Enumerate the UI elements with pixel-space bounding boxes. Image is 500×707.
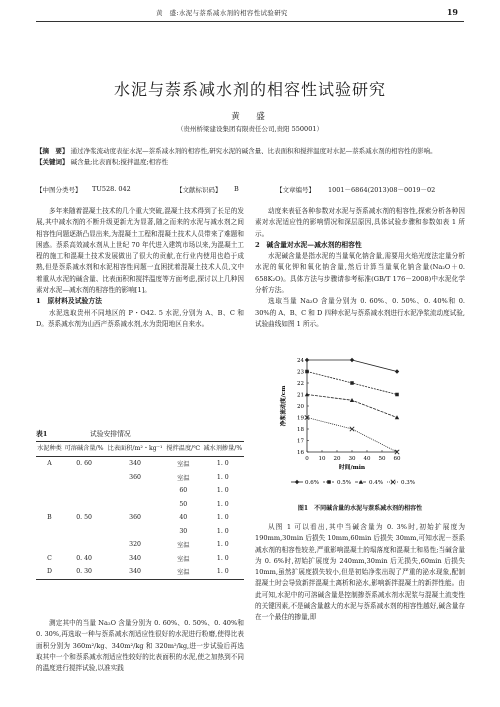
x-tick-label: 30 [348,456,356,462]
table-cell: 0. 60 [76,460,92,468]
left-column-bottom [36,618,244,674]
y-tick-label: 20 [297,404,304,410]
section-1-paragraph: 水泥选取贵州不同地区的 P・O42. 5 水泥,分别为 A、B、C 和 D。萘系减水剂为山西产萘系减水剂,水为贵阳地区自来水。 [36,308,244,328]
table-row [36,484,244,498]
x-tick-label: 10 [318,456,326,462]
data-point [395,369,399,373]
section-2-paragraph-1: 水泥碱含量是指水泥的当量氧化钠含量,需要用火焰光度法定量分析水泥的氧化钾和氧化钠含量,然后计算当量氧化钠含量(Na₂O＋0. 658K₂O)。具体方法与步骤请参考标准(GB/T 176－2008)中水泥化学分析方法。 [255,252,465,295]
table-cell: 0. 50 [76,514,92,522]
table-cell [36,538,63,552]
table-cell [63,525,105,539]
clc-label: 【中图分类号】 [36,186,82,194]
table-cell: A [47,460,52,468]
table-row [36,511,244,525]
article-id-value: 1001－6864(2013)08－0019－02 [328,186,436,194]
table-1-label: 表1 [36,430,48,438]
y-tick-label: 19 [297,415,304,422]
table-row [36,552,244,566]
abstract-text: 通过净浆流动度表征水泥—萘系减水剂的相容性,研究水泥的碱含量、比表面积和搅拌温度对水泥—萘系减水剂的相容性的影响。 [70,147,437,155]
table-header-cell: 可溶碱含量/% [63,442,105,457]
abstract-label: 【摘 要】 [36,147,69,155]
data-point [395,393,399,397]
article-author: 黄 盛 [231,112,269,122]
y-tick-label: 16 [297,450,304,456]
y-tick-label: 21 [297,392,304,399]
right-column [255,206,465,330]
table-cell [36,498,63,512]
article-title: 水泥与萘系减水剂的相容性试验研究 [113,80,386,99]
data-point [350,358,354,362]
clc-value: TU528. 042 [92,185,131,193]
y-tick-label: 22 [297,381,304,387]
legend-marker [295,480,299,484]
series-line [307,395,397,418]
table-cell: 320 [129,541,141,549]
abstract-block [36,146,462,168]
legend-label: 0.4% [369,480,383,486]
table-header-cell: 比表面积/m²・kg⁻¹ [105,442,165,457]
table-cell: 0. 30 [63,565,105,579]
table-cell [36,471,63,485]
table-row [36,538,244,552]
x-tick-label: 40 [363,456,371,462]
section-2-heading: 2 碱含量对水泥—减水剂的相容性 [255,240,362,249]
table-cell [63,498,105,512]
table-1 [36,441,244,580]
doc-code-label: 【文献标识码】 [176,186,222,194]
keywords-label: 【关键词】 [36,158,69,166]
table-cell [36,484,63,498]
x-tick-label: 50 [378,456,386,462]
table-cell [36,525,63,539]
table-row [36,498,244,512]
table-cell: 1. 0 [216,500,229,508]
table-row [36,525,244,539]
table-cell: 340 [129,554,141,562]
y-tick-label: 18 [297,427,304,433]
table-1-caption [36,428,131,438]
y-tick-label: 17 [297,438,304,445]
table-cell: 30 [179,527,188,535]
table-cell: 1. 0 [216,487,229,495]
table-cell: 1. 0 [216,473,229,481]
doc-code-value: B [234,185,239,193]
legend-marker [327,480,331,484]
data-point [350,381,354,385]
table-cell [63,484,105,498]
table-cell: 340 [129,460,141,468]
right-intro-paragraph: 动度来表征各种参数对水泥与萘系减水剂的相容性,探索分析各种因素对水泥适应性的影响情况和深层原因,具体试验步骤和参数如表 1 所示。 [255,207,465,238]
table-cell: 1. 0 [202,565,244,579]
table-cell: 50 [179,500,188,508]
table-header-row [36,442,244,457]
keywords-line [36,157,462,168]
table-cell: D [36,565,63,579]
table-cell: B [47,514,52,522]
running-header [36,8,464,20]
y-axis-label: 净浆流动度/cm [281,385,287,427]
table-cell: 1. 0 [216,541,229,549]
table-cell: 室温 [177,555,190,563]
table-cell: 室温 [177,542,190,550]
data-point [350,398,354,402]
table-cell: 360 [129,473,141,481]
y-tick-label: 23 [297,369,304,376]
table-cell [63,471,105,485]
running-header-title: 黄 盛:水泥与萘系减水剂的相容性试验研究 [156,9,288,17]
table-header-cell: 减水剂掺量/% [202,442,244,457]
after-figure-paragraph: 从图 1 可以看出,其中当碱含量为 0. 3%时,初始扩展度为 190mm,30min 后损失 10mm,60min 后损失 30mm,可知水泥－萘系减水剂的相容性较差,严重影响混凝土的塌落度和混凝土和易性;当碱含量为 0. 6%时,初始扩展度为 240mm,30min 后无损失,60min 后损失 10mm,虽然扩展度损失较小,但是初始净浆出现了严重的泌水现象,配制混凝土时会导致新拌混凝土离析和泌水,影响新拌混凝土的新拌性能。由此可知,水泥中的可溶碱含量是控制掺萘系减水剂水泥浆与混凝土流变性的关键因素,不是碱含量越大的水泥与萘系减水剂的相容性越好,碱含量存在一个最佳的掺量,即 [255,523,465,622]
x-axis-label: 时间/min [338,465,366,471]
bottom-paragraph: 测定其中的当量 Na₂O 含量分别为 0. 60%、0. 50%、0. 40%和 0. 30%,再选取一种与萘系减水剂适应性很好的水泥进行粉磨,使得比表面积分别为 360m²/kg、340m²/kg 和 320m²/kg,进一步试验后再选取其中一个和萘系减水剂适应性较好的比表面积的水泥,使之加热到不同的温度进行搅拌试验,以准实践 [36,619,244,673]
table-row [36,471,244,485]
intro-paragraph: 多年来随着混凝土技术的几个重大突破,混凝土技术得到了长足的发展,其中减水剂的不断升级更新尤为显著,随之而来的水泥与减水剂之间相容性问题逐渐凸显出来,为混凝土工程和混凝土技术人员带来了难题和困惑。萘系高效减水剂从上世纪 70 年代进入建筑市场以来,为混凝土工程的施工和混凝土技术发展做出了很大的贡献,在行业内使用也趋于成熟,但是萘系减水剂和水泥相容性问题一直困扰着混凝土技术人员,文中着重从水泥的碱含量、比表面积和搅拌温度等方面考虑,探讨以上几种因素对水泥—减水剂的相容性的影响[1]。 [36,207,244,295]
table-cell: 340 [105,565,165,579]
table-1-body [36,457,244,580]
x-tick-label: 60 [393,456,401,462]
figure-1-caption: 图1 不同碱含量的水泥与萘系减水剂的相容性 [297,505,423,512]
article-affiliation: （贵州桥梁建设集团有限责任公司,贵阳 550001） [177,125,323,133]
table-1-title: 试验安排情况 [89,430,131,438]
table-cell: 360 [129,514,141,522]
keywords-text: 碱含量;比表面积;搅拌温度;相容性 [70,158,169,166]
series-line [307,418,397,453]
data-point [305,358,309,362]
table-cell: 0. 40 [76,554,92,562]
page-number: 19 [446,7,458,17]
table-cell: 1. 0 [216,554,229,562]
right-column-bottom [255,522,465,624]
table-header-cell: 水泥种类 [36,442,63,457]
table-row [36,457,244,471]
x-tick-label: 0 [305,456,309,462]
figure-1-chart [255,354,465,514]
table-row [36,565,244,579]
x-tick-label: 20 [333,456,341,462]
table-cell: 室温 [177,461,190,469]
table-cell [105,525,165,539]
legend-label: 0.6% [305,480,319,486]
left-column [36,206,244,330]
table-cell [105,498,165,512]
legend-label: 0.3% [401,480,415,486]
legend-label: 0.5% [337,480,351,486]
table-cell: 1. 0 [216,460,229,468]
table-cell: 室温 [177,474,190,482]
y-tick-label: 24 [297,358,304,364]
table-cell: 60 [179,487,188,495]
table-cell: 1. 0 [216,527,229,535]
header-rule [36,21,464,22]
data-point [305,370,309,374]
table-cell: C [47,554,52,562]
table-header-cell: 搅拌温度/℃ [165,442,202,457]
table-cell: 室温 [165,565,202,579]
section-2-paragraph-2: 选取当量 Na₂O 含量分别为 0. 60%、0. 50%、0. 40%和 0. 30%的 A、B、C 和 D 四种水泥与萘系减水剂进行水泥净浆流动度试验,试验曲线如图 1 所示。 [255,297,465,328]
table-cell: 40 [179,514,188,522]
table-cell: 1. 0 [216,514,229,522]
table-cell [105,484,165,498]
article-id-label: 【文章编号】 [276,186,315,194]
abstract-paragraph [36,146,462,157]
section-1-heading: 1 原材料及试验方法 [36,297,102,306]
table-cell [63,538,105,552]
